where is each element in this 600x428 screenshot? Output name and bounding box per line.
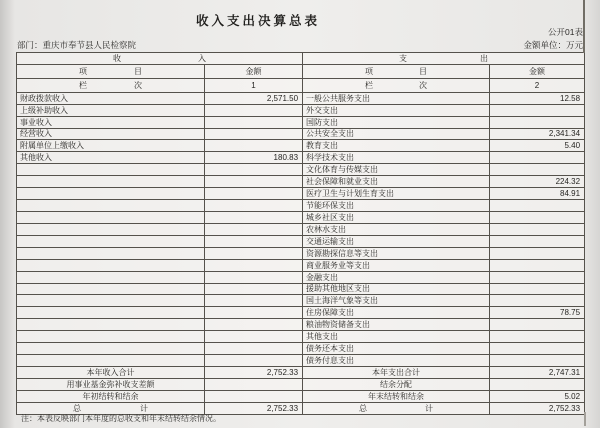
expense-item-header: 项 目 — [303, 64, 490, 78]
expense-amount-cell — [490, 295, 585, 307]
expense-item-cell: 一般公共服务支出 — [303, 92, 490, 104]
expense-item-cell: 节能环保支出 — [303, 200, 490, 212]
income-item-cell — [17, 307, 205, 319]
income-item-cell — [17, 247, 205, 259]
income-summary-amount-cell — [205, 378, 303, 390]
income-item-cell — [17, 164, 205, 176]
income-amount-cell — [205, 128, 303, 140]
income-column-number: 1 — [205, 78, 303, 92]
expense-summary-amount-cell: 2,752.33 — [490, 402, 585, 414]
expense-summary-amount-cell — [490, 378, 585, 390]
expense-amount-cell — [490, 271, 585, 283]
income-item-cell: 上级补助收入 — [17, 104, 205, 116]
expense-amount-cell: 84.91 — [490, 188, 585, 200]
expense-amount-cell: 78.75 — [490, 307, 585, 319]
income-item-cell: 经营收入 — [17, 128, 205, 140]
budget-final-accounts-table — [16, 52, 585, 415]
expense-item-cell: 国土海洋气象等支出 — [303, 295, 490, 307]
expense-summary-amount-cell: 5.02 — [490, 390, 585, 402]
expense-amount-cell — [490, 116, 585, 128]
income-item-cell — [17, 343, 205, 355]
income-item-cell — [17, 176, 205, 188]
table-row — [17, 235, 585, 247]
table-body — [17, 53, 585, 415]
unit-label: 金额单位：万元 — [523, 40, 583, 50]
income-amount-cell: 180.83 — [205, 152, 303, 164]
income-amount-cell — [205, 271, 303, 283]
income-amount-cell — [205, 247, 303, 259]
table-row — [17, 164, 585, 176]
table-row — [17, 319, 585, 331]
income-amount-cell — [205, 116, 303, 128]
table-row — [17, 355, 585, 367]
expense-item-cell: 住房保障支出 — [303, 307, 490, 319]
summary-row — [17, 390, 585, 402]
income-amount-cell: 2,571.50 — [205, 92, 303, 104]
table-row — [17, 271, 585, 283]
income-item-header: 项 目 — [17, 64, 205, 78]
expense-amount-cell — [490, 152, 585, 164]
table-row — [17, 104, 585, 116]
income-amount-cell — [205, 307, 303, 319]
income-amount-cell — [205, 295, 303, 307]
income-amount-cell — [205, 319, 303, 331]
table-row — [17, 152, 585, 164]
expense-amount-cell — [490, 343, 585, 355]
expense-item-cell: 债务还本支出 — [303, 343, 490, 355]
table-row — [17, 211, 585, 223]
income-amount-cell — [205, 235, 303, 247]
income-item-cell: 事业收入 — [17, 116, 205, 128]
income-summary-label-cell: 总 计 — [17, 402, 205, 414]
income-item-cell — [17, 235, 205, 247]
expense-item-cell: 社会保障和就业支出 — [303, 176, 490, 188]
income-amount-cell — [205, 283, 303, 295]
income-amount-cell — [205, 343, 303, 355]
expense-amount-cell: 5.40 — [490, 140, 585, 152]
income-amount-cell — [205, 104, 303, 116]
income-item-cell — [17, 283, 205, 295]
expense-item-cell: 交通运输支出 — [303, 235, 490, 247]
income-amount-cell — [205, 140, 303, 152]
income-item-cell: 财政拨款收入 — [17, 92, 205, 104]
expense-summary-label-cell: 总 计 — [303, 402, 490, 414]
income-summary-label-cell: 本年收入合计 — [17, 366, 205, 378]
expense-amount-cell: 12.58 — [490, 92, 585, 104]
expense-summary-label-cell: 结余分配 — [303, 378, 490, 390]
income-amount-cell — [205, 164, 303, 176]
income-amount-cell — [205, 259, 303, 271]
table-row — [17, 92, 585, 104]
expense-item-cell: 国防支出 — [303, 116, 490, 128]
department-label: 部门：重庆市奉节县人民检察院 — [17, 40, 137, 50]
income-amount-header: 金额 — [205, 64, 303, 78]
expense-item-cell: 文化体育与传媒支出 — [303, 164, 490, 176]
expense-item-cell: 债务付息支出 — [303, 355, 490, 367]
expense-item-cell: 资源勘探信息等支出 — [303, 247, 490, 259]
expense-item-cell: 医疗卫生与计划生育支出 — [303, 188, 490, 200]
expenditure-section-header: 支 出 — [303, 53, 585, 65]
income-rank-header: 栏 次 — [17, 78, 205, 92]
income-amount-cell — [205, 355, 303, 367]
summary-row — [17, 378, 585, 390]
expense-amount-cell — [490, 247, 585, 259]
expense-item-cell: 农林水支出 — [303, 223, 490, 235]
table-row — [17, 295, 585, 307]
income-summary-amount-cell: 2,752.33 — [205, 402, 303, 414]
income-item-cell — [17, 259, 205, 271]
table-row — [17, 200, 585, 212]
table-row — [17, 188, 585, 200]
expense-summary-label-cell: 年末结转和结余 — [303, 390, 490, 402]
income-item-cell — [17, 295, 205, 307]
expense-item-cell: 粮油物资储备支出 — [303, 319, 490, 331]
income-item-cell: 其他收入 — [17, 152, 205, 164]
expense-amount-cell: 2,341.34 — [490, 128, 585, 140]
table-row — [17, 176, 585, 188]
table-row — [17, 128, 585, 140]
column-header-row — [17, 64, 585, 78]
expense-item-cell: 商业服务业等支出 — [303, 259, 490, 271]
rank-row — [17, 78, 585, 92]
income-amount-cell — [205, 223, 303, 235]
table-row — [17, 116, 585, 128]
income-summary-amount-cell — [205, 390, 303, 402]
scan-artifact-line-bottom — [584, 412, 586, 426]
expenditure-column-number: 2 — [490, 78, 585, 92]
income-summary-label-cell: 年初结转和结余 — [17, 390, 205, 402]
expense-item-cell: 其他支出 — [303, 331, 490, 343]
table-row — [17, 223, 585, 235]
income-item-cell — [17, 319, 205, 331]
income-section-header: 收 入 — [17, 53, 303, 65]
income-item-cell — [17, 211, 205, 223]
income-item-cell — [17, 200, 205, 212]
income-summary-label-cell: 用事业基金弥补收支差额 — [17, 378, 205, 390]
section-header-row — [17, 53, 585, 65]
income-item-cell — [17, 331, 205, 343]
expense-amount-header: 金额 — [490, 64, 585, 78]
summary-row — [17, 366, 585, 378]
table-row — [17, 140, 585, 152]
expense-item-cell: 科学技术支出 — [303, 152, 490, 164]
income-amount-cell — [205, 188, 303, 200]
expense-amount-cell — [490, 259, 585, 271]
expense-amount-cell — [490, 235, 585, 247]
expense-item-cell: 金融支出 — [303, 271, 490, 283]
income-item-cell — [17, 188, 205, 200]
income-summary-amount-cell: 2,752.33 — [205, 366, 303, 378]
table-row — [17, 283, 585, 295]
expense-amount-cell — [490, 355, 585, 367]
table-row — [17, 343, 585, 355]
table-code: 公开01表 — [548, 27, 583, 37]
table-row — [17, 259, 585, 271]
expense-amount-cell — [490, 319, 585, 331]
expense-item-cell: 教育支出 — [303, 140, 490, 152]
expense-item-cell: 公共安全支出 — [303, 128, 490, 140]
expense-amount-cell — [490, 331, 585, 343]
page-title: 收入支出决算总表 — [195, 14, 321, 28]
expense-amount-cell — [490, 283, 585, 295]
expense-item-cell: 外交支出 — [303, 104, 490, 116]
income-amount-cell — [205, 200, 303, 212]
table-row — [17, 331, 585, 343]
expense-amount-cell — [490, 223, 585, 235]
table-row — [17, 307, 585, 319]
expense-amount-cell: 224.32 — [490, 176, 585, 188]
expense-amount-cell — [490, 211, 585, 223]
table-row — [17, 247, 585, 259]
expense-rank-header: 栏 次 — [303, 78, 490, 92]
expense-item-cell: 援助其他地区支出 — [303, 283, 490, 295]
expense-summary-amount-cell: 2,747.31 — [490, 366, 585, 378]
income-item-cell — [17, 355, 205, 367]
income-amount-cell — [205, 176, 303, 188]
expense-item-cell: 城乡社区支出 — [303, 211, 490, 223]
income-item-cell: 附属单位上缴收入 — [17, 140, 205, 152]
expense-summary-label-cell: 本年支出合计 — [303, 366, 490, 378]
income-item-cell — [17, 223, 205, 235]
expense-amount-cell — [490, 164, 585, 176]
income-amount-cell — [205, 331, 303, 343]
footnote: 注：本表反映部门本年度的总收支和年末结转结余情况。 — [21, 414, 221, 423]
income-item-cell — [17, 271, 205, 283]
scan-artifact-line-top — [583, 0, 585, 53]
expense-amount-cell — [490, 104, 585, 116]
expense-amount-cell — [490, 200, 585, 212]
income-amount-cell — [205, 211, 303, 223]
